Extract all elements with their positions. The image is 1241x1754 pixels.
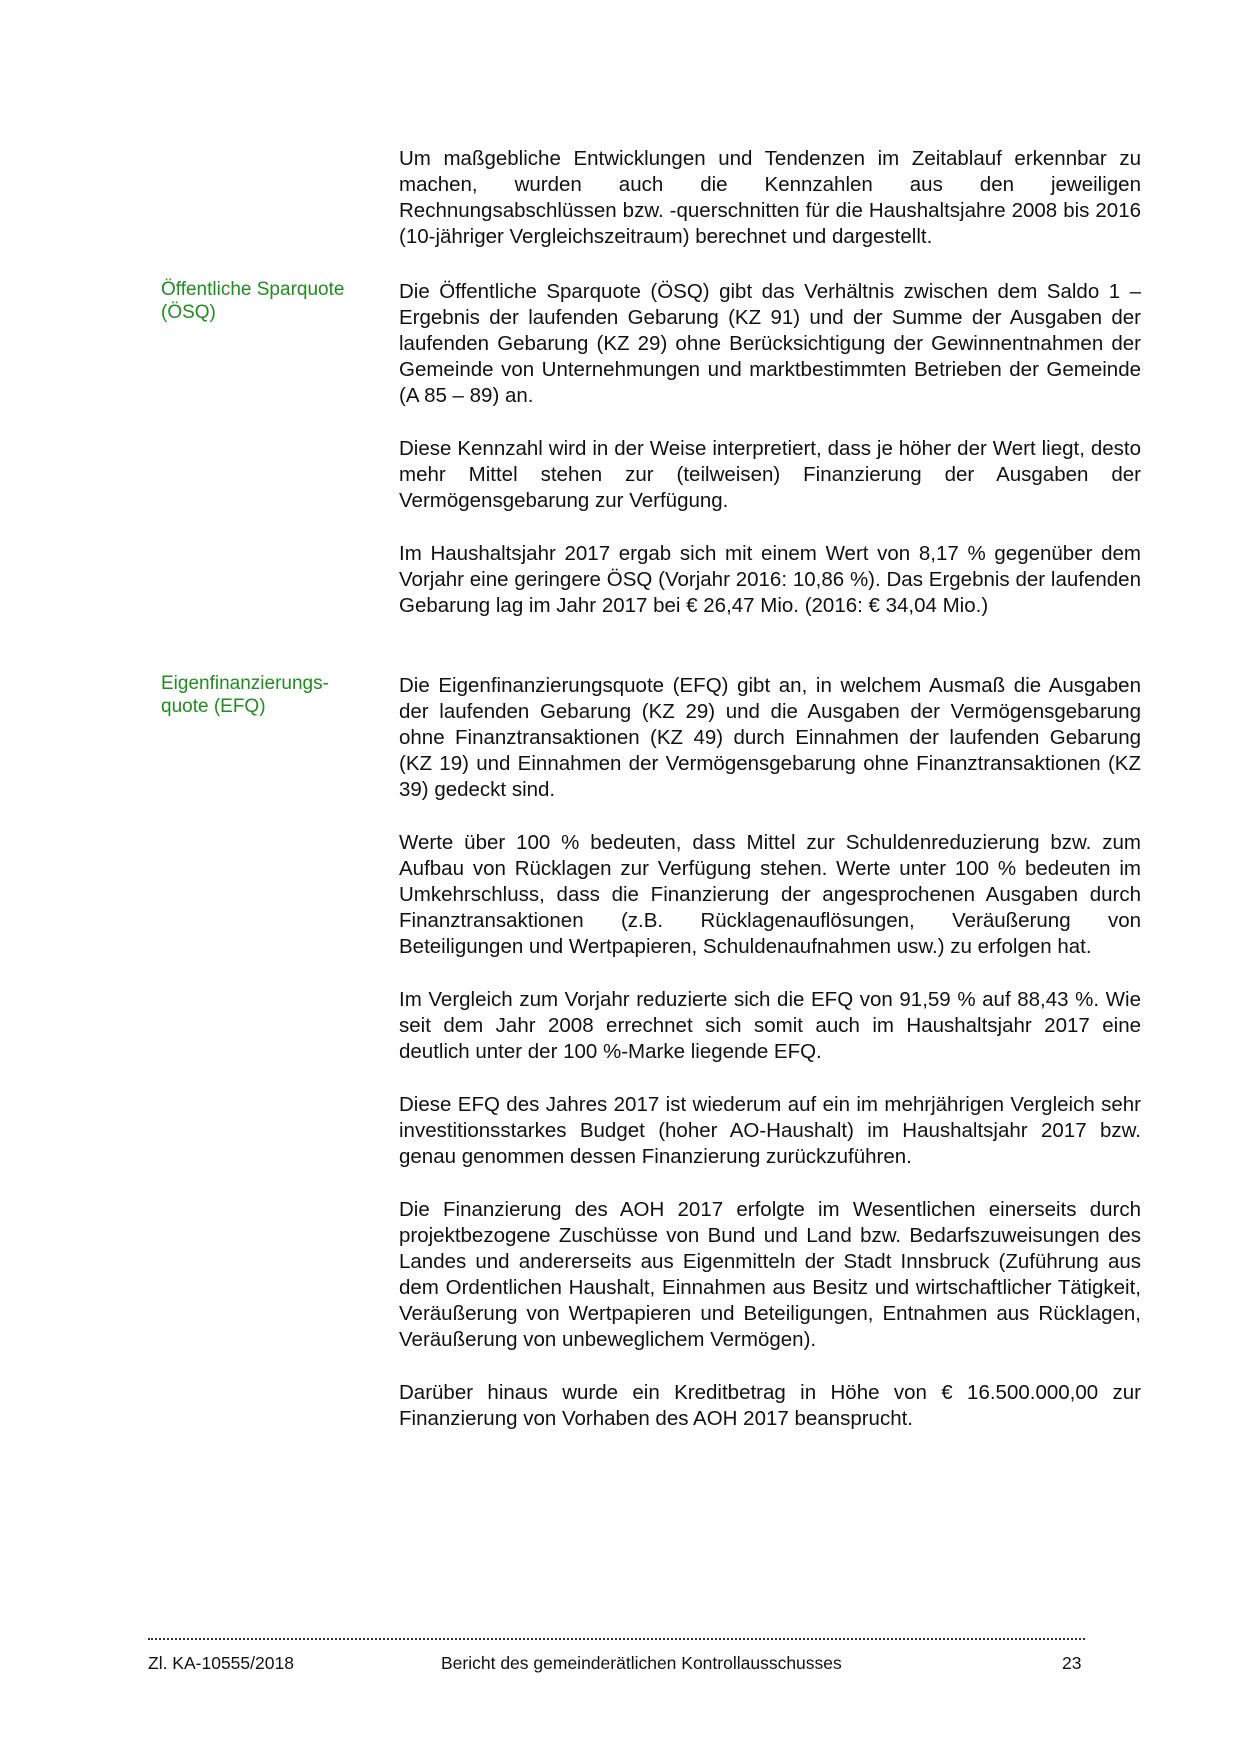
efq-paragraph: Die Finanzierung des AOH 2017 erfolgte im Wesentlichen einerseits durch projektbezogene Zuschüsse von Bund und Land bzw. Bedarfszuweisungen des Landes und andererseits aus Eigenmitteln der Stadt Innsbruck (Zuführung aus dem Ordentlichen Haushalt, Einnahmen aus Besitz und wirtschaftlicher Tätigkeit, Veräußerung von Wertpapieren und Beteiligungen, Entnahmen aus Rücklagen, Veräußerung von unbeweglichem Vermögen).: [399, 1198, 1141, 1351]
margin-note-osq: Öffentliche Sparquote (ÖSQ): [161, 279, 345, 323]
efq-paragraph: Diese EFQ des Jahres 2017 ist wiederum auf ein im mehrjährigen Vergleich sehr investitionsstarkes Budget (hoher AO-Haushalt) im Haushaltsjahr 2017 bzw. genau genommen dessen Finanzierung zurückzuführen.: [399, 1093, 1141, 1168]
intro-section: [399, 146, 1141, 277]
osq-paragraph: Im Haushaltsjahr 2017 ergab sich mit einem Wert von 8,17 % gegenüber dem Vorjahr eine geringere ÖSQ (Vorjahr 2016: 10,86 %). Das Ergebnis der laufenden Gebarung lag im Jahr 2017 bei € 26,47 Mio. (2016: € 34,04 Mio.): [399, 542, 1141, 617]
footer-title: Bericht des gemeinderätlichen Kontrollausschusses: [441, 1653, 842, 1673]
efq-paragraph: Werte über 100 % bedeuten, dass Mittel zur Schuldenreduzierung bzw. zum Aufbau von Rücklagen zur Verfügung stehen. Werte unter 100 % bedeuten im Umkehrschluss, dass die Finanzierung der angesprochenen Ausgaben durch Finanztransaktionen (z.B. Rücklagenauflösungen, Veräußerung von Beteiligungen und Wertpapieren, Schuldenaufnahmen usw.) zu erfolgen hat.: [399, 831, 1141, 958]
footer-divider: [148, 1638, 1085, 1640]
intro-paragraph: Um maßgebliche Entwicklungen und Tendenzen im Zeitablauf erkennbar zu machen, wurden auch die Kennzahlen aus den jeweiligen Rechnungsabschlüssen bzw. -querschnitten für die Haushaltsjahre 2008 bis 2016 (10-jähriger Vergleichszeitraum) berechnet und dargestellt.: [399, 147, 1141, 248]
osq-paragraph: Die Öffentliche Sparquote (ÖSQ) gibt das Verhältnis zwischen dem Saldo 1 – Ergebnis der laufenden Gebarung (KZ 91) und der Summe der Ausgaben der laufenden Gebarung (KZ 29) ohne Berücksichtigung der Gewinnentnahmen der Gemeinde von Unternehmungen und marktbestimmten Betrieben der Gemeinde (A 85 – 89) an.: [399, 280, 1141, 407]
page-number: 23: [1062, 1653, 1082, 1673]
margin-note-efq: Eigenfinanzierungs-quote (EFQ): [161, 673, 329, 717]
footer-reference: Zl. KA-10555/2018: [148, 1653, 294, 1673]
efq-paragraph: Darüber hinaus wurde ein Kreditbetrag in Höhe von € 16.500.000,00 zur Finanzierung von Vorhaben des AOH 2017 beansprucht.: [399, 1381, 1141, 1430]
efq-paragraph: Die Eigenfinanzierungsquote (EFQ) gibt an, in welchem Ausmaß die Ausgaben der laufenden Gebarung (KZ 29) und die Ausgaben der Vermögensgebarung ohne Finanztransaktionen (KZ 49) durch Einnahmen der laufenden Gebarung (KZ 19) und Einnahmen der Vermögensgebarung ohne Finanztransaktionen (KZ 39) gedeckt sind.: [399, 674, 1141, 801]
efq-section: [399, 673, 1141, 1459]
osq-section: [399, 279, 1141, 646]
efq-paragraph: Im Vergleich zum Vorjahr reduzierte sich die EFQ von 91,59 % auf 88,43 %. Wie seit dem Jahr 2008 errechnet sich somit auch im Haushaltsjahr 2017 eine deutlich unter der 100 %-Marke liegende EFQ.: [399, 988, 1141, 1063]
osq-paragraph: Diese Kennzahl wird in der Weise interpretiert, dass je höher der Wert liegt, desto mehr Mittel stehen zur (teilweisen) Finanzierung der Ausgaben der Vermögensgebarung zur Verfügung.: [399, 437, 1141, 512]
